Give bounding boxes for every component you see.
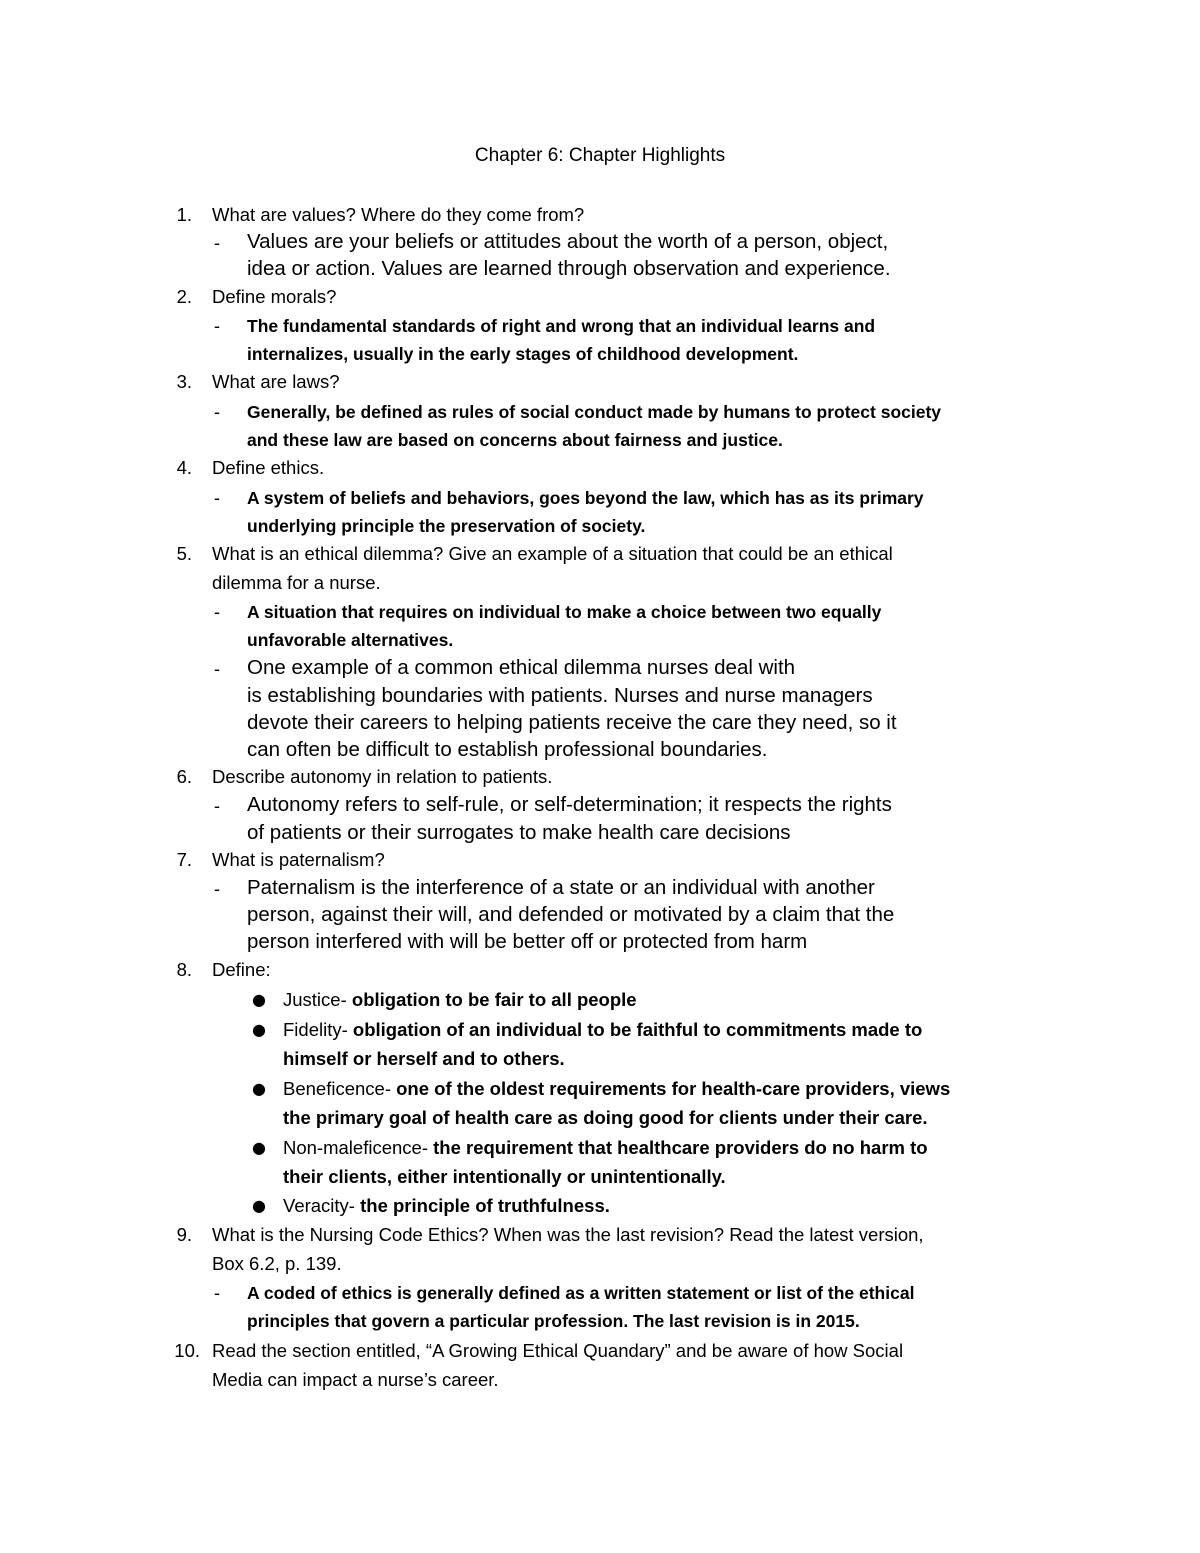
item-number: 4. bbox=[176, 457, 192, 478]
dash-marker: - bbox=[214, 602, 220, 622]
question-text: Describe autonomy in relation to patients. bbox=[212, 766, 553, 787]
item-number: 5. bbox=[176, 543, 192, 564]
bullet-marker: ● bbox=[252, 1079, 266, 1098]
bullet-marker: ● bbox=[252, 1138, 266, 1157]
item-number: 9. bbox=[176, 1224, 192, 1245]
question-text: Define: bbox=[212, 959, 271, 980]
item-number: 7. bbox=[176, 849, 192, 870]
bullet-marker: ● bbox=[252, 990, 266, 1009]
answer-text: One example of a common ethical dilemma nurses deal with bbox=[247, 656, 796, 679]
definition-text: the principle of truthfulness. bbox=[354, 1195, 610, 1216]
definition-text: himself or herself and to others. bbox=[283, 1048, 565, 1069]
definition-text: obligation of an individual to be faithful to commitments made to bbox=[347, 1019, 923, 1040]
definition-text: obligation to be fair to all people bbox=[346, 989, 637, 1010]
definition-term: Non-maleficence- bbox=[283, 1137, 428, 1158]
question-text: What is an ethical dilemma? Give an example of a situation that could be an ethical bbox=[212, 543, 893, 564]
question-text: Read the section entitled, “A Growing Ethical Quandary” and be aware of how Social bbox=[212, 1340, 904, 1361]
dash-marker: - bbox=[214, 796, 220, 816]
answer-text: principles that govern a particular profession. The last revision is in 2015. bbox=[247, 1311, 860, 1331]
definition-term: Fidelity- bbox=[283, 1019, 348, 1040]
definition-item bbox=[283, 1194, 610, 1218]
definition-item bbox=[283, 1136, 928, 1160]
answer-text: The fundamental standards of right and wrong that an individual learns and bbox=[247, 316, 876, 336]
answer-text: internalizes, usually in the early stages of childhood development. bbox=[247, 344, 799, 364]
definition-item bbox=[283, 988, 637, 1012]
question-text: dilemma for a nurse. bbox=[212, 572, 381, 593]
question-text: Box 6.2, p. 139. bbox=[212, 1253, 342, 1274]
item-number: 8. bbox=[176, 959, 192, 980]
answer-text: idea or action. Values are learned through observation and experience. bbox=[247, 257, 891, 280]
question-text: Media can impact a nurse’s career. bbox=[212, 1369, 499, 1390]
definition-term: Beneficence- bbox=[283, 1078, 391, 1099]
question-text: What are values? Where do they come from? bbox=[212, 204, 585, 225]
definition-text: their clients, either intentionally or unintentionally. bbox=[283, 1166, 726, 1187]
answer-text: Values are your beliefs or attitudes about the worth of a person, object, bbox=[247, 230, 889, 253]
definition-text: the primary goal of health care as doing good for clients under their care. bbox=[283, 1107, 928, 1128]
answer-text: is establishing boundaries with patients. Nurses and nurse managers bbox=[247, 684, 873, 707]
item-number: 6. bbox=[176, 766, 192, 787]
definition-term: Veracity- bbox=[283, 1195, 355, 1216]
page-title: Chapter 6: Chapter Highlights bbox=[474, 145, 726, 166]
answer-text: underlying principle the preservation of society. bbox=[247, 516, 646, 536]
question-text: Define morals? bbox=[212, 286, 337, 307]
answer-text: of patients or their surrogates to make health care decisions bbox=[247, 821, 791, 844]
answer-text: can often be difficult to establish professional boundaries. bbox=[247, 738, 768, 761]
dash-marker: - bbox=[214, 488, 220, 508]
definition-term: Justice- bbox=[283, 989, 347, 1010]
dash-marker: - bbox=[214, 233, 220, 253]
item-number: 3. bbox=[176, 371, 192, 392]
definition-item bbox=[283, 1018, 922, 1042]
item-number: 10. bbox=[174, 1340, 200, 1361]
dash-marker: - bbox=[214, 1283, 220, 1303]
definition-text: the requirement that healthcare providers do no harm to bbox=[427, 1137, 928, 1158]
answer-text: A coded of ethics is generally defined as a written statement or list of the ethical bbox=[247, 1283, 915, 1303]
dash-marker: - bbox=[214, 659, 220, 679]
dash-marker: - bbox=[214, 402, 220, 422]
answer-text: Paternalism is the interference of a state or an individual with another bbox=[247, 876, 875, 899]
answer-text: A system of beliefs and behaviors, goes beyond the law, which has as its primary bbox=[247, 488, 924, 508]
answer-text: Autonomy refers to self-rule, or self-determination; it respects the rights bbox=[247, 793, 892, 816]
answer-text: A situation that requires on individual to make a choice between two equally bbox=[247, 602, 882, 622]
item-number: 2. bbox=[176, 286, 192, 307]
answer-text: and these law are based on concerns about fairness and justice. bbox=[247, 430, 783, 450]
answer-text: unfavorable alternatives. bbox=[247, 630, 454, 650]
question-text: What is paternalism? bbox=[212, 849, 385, 870]
question-text: Define ethics. bbox=[212, 457, 325, 478]
answer-text: person, against their will, and defended or motivated by a claim that the bbox=[247, 903, 895, 926]
definition-item bbox=[283, 1077, 950, 1101]
answer-text: Generally, be defined as rules of social conduct made by humans to protect society bbox=[247, 402, 942, 422]
answer-text: devote their careers to helping patients receive the care they need, so it bbox=[247, 711, 897, 734]
definition-text: one of the oldest requirements for health-care providers, views bbox=[390, 1078, 951, 1099]
dash-marker: - bbox=[214, 316, 220, 336]
bullet-marker: ● bbox=[252, 1020, 266, 1039]
answer-text: person interfered with will be better off or protected from harm bbox=[247, 930, 808, 953]
question-text: What are laws? bbox=[212, 371, 340, 392]
bullet-marker: ● bbox=[252, 1196, 266, 1215]
item-number: 1. bbox=[176, 204, 192, 225]
dash-marker: - bbox=[214, 879, 220, 899]
question-text: What is the Nursing Code Ethics? When was the last revision? Read the latest version, bbox=[212, 1224, 924, 1245]
